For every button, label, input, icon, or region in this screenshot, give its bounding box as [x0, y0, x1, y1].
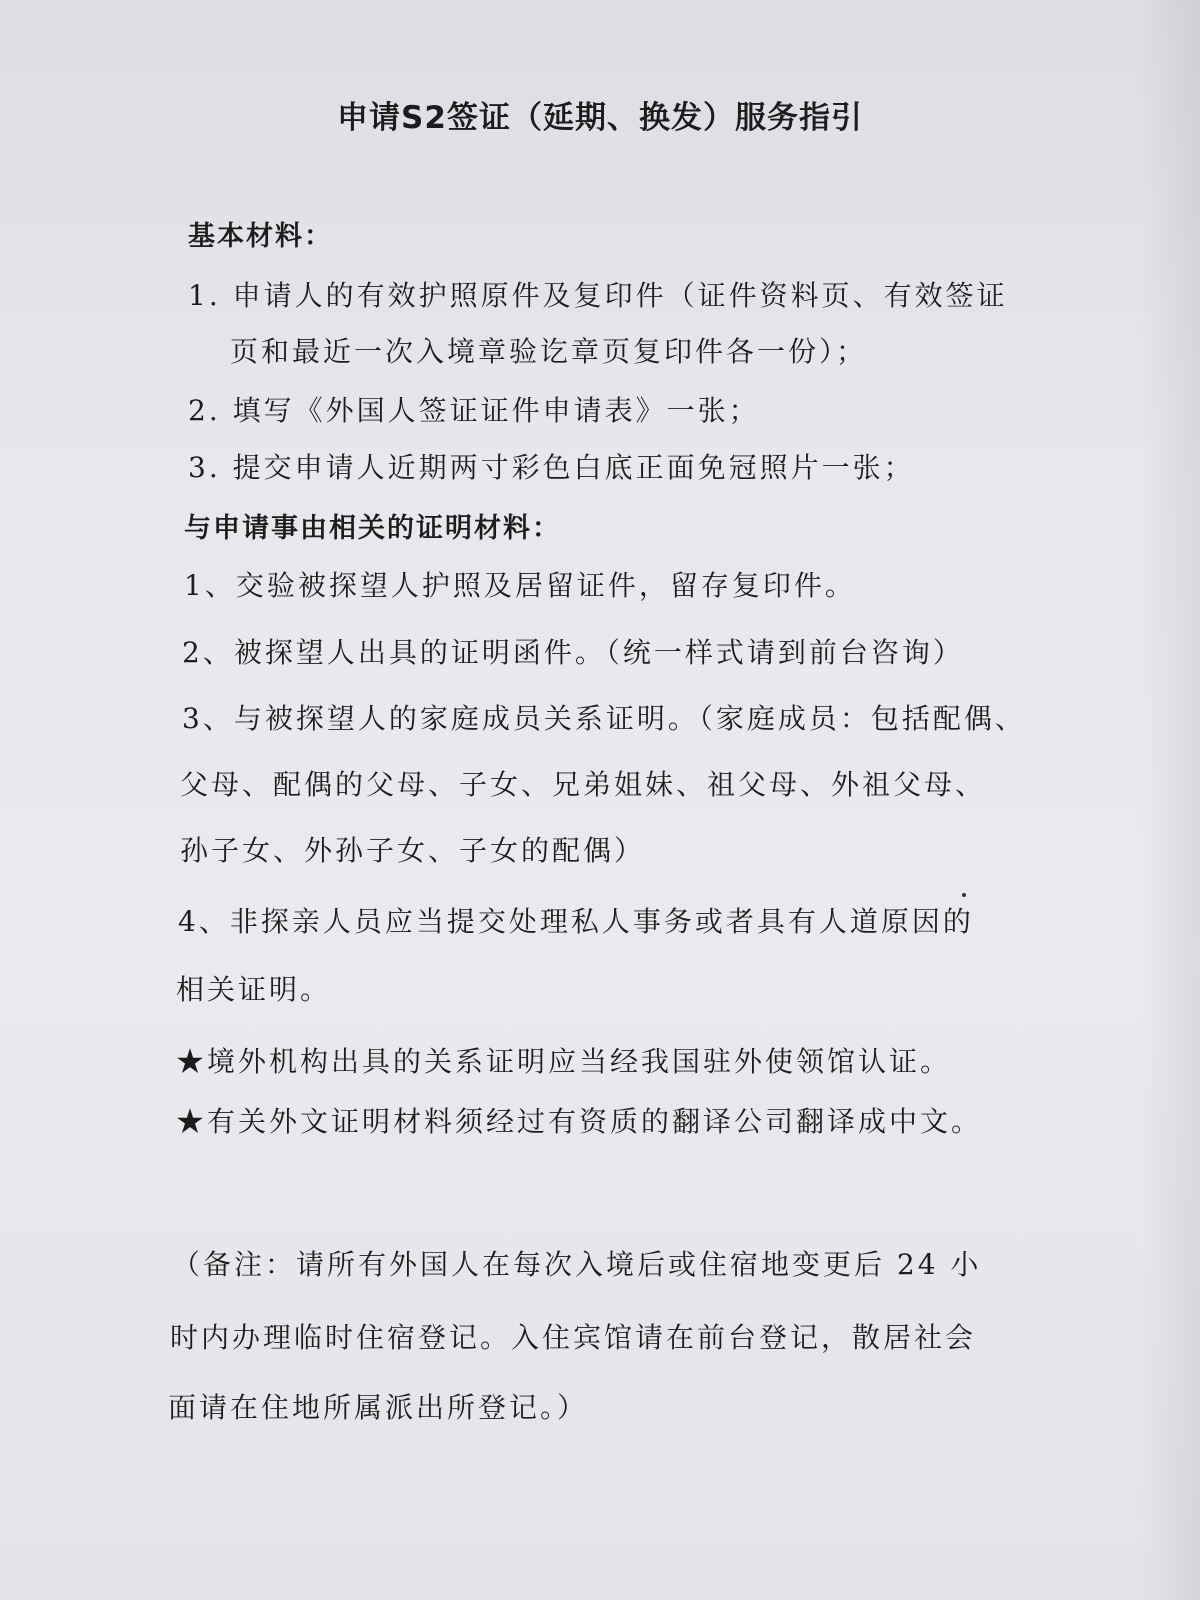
remark-line-1: （备注：请所有外国人在每次入境后或住宿地变更后 24 小	[172, 1248, 982, 1281]
basic-item-2: 2. 填写《外国人签证证件申请表》一张；	[188, 394, 760, 427]
remark-line-2: 时内办理临时住宿登记。入住宾馆请在前台登记，散居社会	[170, 1321, 977, 1354]
note-star-2: ★有关外文证明材料须经过有资质的翻译公司翻译成中文。	[176, 1105, 983, 1138]
basic-item-3: 3. 提交申请人近期两寸彩色白底正面免冠照片一张；	[188, 451, 915, 484]
related-item-2: 2、被探望人出具的证明函件。（统一样式请到前台咨询）	[182, 636, 964, 669]
basic-item-1-line-2: 页和最近一次入境章验讫章页复印件各一份）；	[230, 335, 868, 368]
related-item-4-line-2: 相关证明。	[176, 973, 332, 1006]
related-materials-heading: 与申请事由相关的证明材料：	[184, 513, 561, 544]
remark-line-3: 面请在住地所属派出所登记。）	[168, 1391, 589, 1424]
related-item-4-line-1: 4、非探亲人员应当提交处理私人事务或者具有人道原因的	[178, 905, 974, 938]
note-star-1: ★境外机构出具的关系证明应当经我国驻外使领馆认证。	[176, 1045, 952, 1078]
related-item-3-line-2: 父母、配偶的父母、子女、兄弟姐妹、祖父母、外祖父母、	[180, 768, 987, 801]
basic-materials-heading: 基本材料：	[188, 221, 333, 252]
basic-item-1-line-1: 1. 申请人的有效护照原件及复印件（证件资料页、有效签证	[188, 279, 1008, 312]
page-edge-shadow	[1140, 0, 1200, 1600]
document-title: 申请S2签证（延期、换发）服务指引	[337, 100, 863, 136]
related-item-1: 1、交验被探望人护照及居留证件，留存复印件。	[184, 569, 856, 602]
related-item-3-line-1: 3、与被探望人的家庭成员关系证明。（家庭成员：包括配偶、	[182, 702, 1026, 735]
related-item-3-line-3: 孙子女、外孙子女、子女的配偶）	[180, 834, 646, 867]
ink-speck	[962, 893, 966, 897]
